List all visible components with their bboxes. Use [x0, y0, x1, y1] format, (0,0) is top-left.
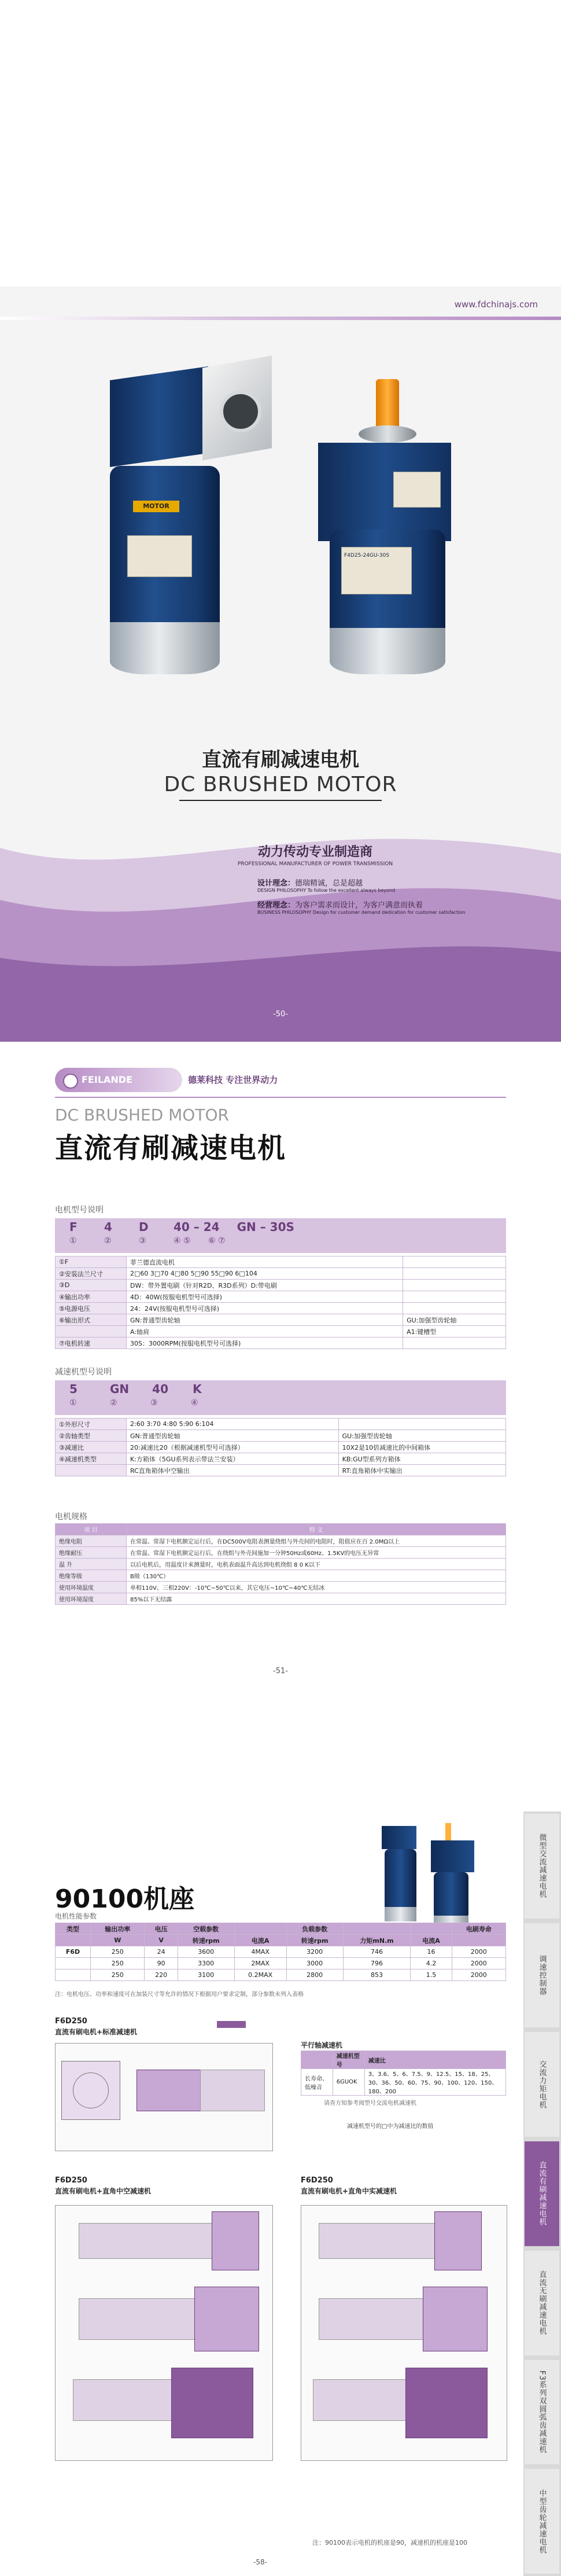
table-cell: 24: [145, 1946, 178, 1958]
table-cell: KB:GU型系列方箱体: [338, 1453, 505, 1465]
table-cell: ⑥输出形式: [56, 1314, 127, 1326]
table-cell: ①F: [56, 1256, 127, 1268]
table-header-row: [56, 1524, 506, 1535]
table-cell: 3000: [286, 1958, 343, 1969]
table-row: [56, 1256, 506, 1268]
table-header-cell: 输出功率: [91, 1923, 145, 1935]
table-cell: GU:加强型齿轮轴: [338, 1430, 505, 1442]
table-row: [56, 1430, 506, 1442]
table-row: [301, 2069, 506, 2096]
model-code-part: 4: [104, 1220, 112, 1234]
table-cell: 使用环境湿度: [56, 1593, 127, 1605]
parallel-note: 请查方知参考阅型号交流电机减速机: [324, 2100, 416, 2107]
gear-code-index: ②: [110, 1398, 117, 1408]
gear-code-part: K: [193, 1382, 202, 1396]
table-header-cell: 转速rpm: [286, 1935, 343, 1946]
table-cell: 796: [343, 1958, 411, 1969]
brand-name: FEILANDE: [82, 1074, 132, 1085]
table-cell: 2□60 3□70 4□80 5□90 55□90 6□104: [127, 1268, 403, 1280]
table-cell: 2000: [452, 1958, 505, 1969]
table-cell: GN:普通型齿轮轴: [127, 1430, 339, 1442]
table-cell: ③D: [56, 1280, 127, 1291]
table-cell: ⑤电源电压: [56, 1303, 127, 1314]
motor-model-index: [69, 1236, 243, 1245]
table-row: [56, 1280, 506, 1291]
gear-code-index: ①: [69, 1398, 77, 1408]
block3-sub: 直流有刷电机+直角中实减速机: [301, 2187, 397, 2195]
page-number-51: -51-: [273, 1667, 288, 1675]
page-number-58: -58-: [253, 2558, 267, 2566]
table-header-cell: 力矩mN.m: [343, 1935, 411, 1946]
parallel-heading: 平行轴减速机: [301, 2041, 343, 2049]
table-row: [56, 1570, 506, 1582]
table-cell: 250: [91, 1946, 145, 1958]
page-model-description: [0, 1048, 561, 1736]
table-cell: 220: [145, 1969, 178, 1981]
biz-label: 经营理念：: [257, 901, 296, 910]
table-header-cell: [343, 1923, 411, 1935]
table-cell: ⑦电机转速: [56, 1337, 127, 1349]
gear-model-table: [55, 1418, 506, 1476]
block3-title: F6D250: [301, 2176, 333, 2185]
table-cell: [403, 1268, 506, 1280]
table-cell: 绝缘等级: [56, 1570, 127, 1582]
table-row: [56, 1303, 506, 1314]
table-cell: 绝缘耐压: [56, 1547, 127, 1559]
table-cell: 85%以下无结露: [127, 1593, 506, 1605]
table-row: [56, 1535, 506, 1547]
parallel-note2: 减速机型号的□中为减速比的数值: [347, 2123, 434, 2130]
side-tab[interactable]: 直流无刷减速电机: [525, 2251, 559, 2355]
page-cover: [0, 263, 561, 1042]
design-en: DESIGN PHILOSOPHY To follow the excellent always beyond: [257, 888, 396, 893]
table-row: [56, 1582, 506, 1593]
table-cell: B级（130℃）: [127, 1570, 506, 1582]
side-tab-column: [523, 1811, 561, 2576]
table-header-cell: 电刷寿命: [452, 1923, 505, 1935]
table-cell: ②齿轴类型: [56, 1430, 127, 1442]
table-cell: 20:减速比20（根据减速机型号可选择）: [127, 1442, 339, 1453]
drawing-solid-right-angle: [301, 2205, 507, 2461]
design-label: 设计理念：: [257, 879, 296, 888]
table-cell: ①外形尺寸: [56, 1419, 127, 1430]
table-header-cell: 减速机型号: [333, 2051, 364, 2069]
table-row: [56, 1442, 506, 1453]
table-row: [56, 1291, 506, 1303]
spec-heading: 电机规格: [55, 1512, 87, 1522]
table-cell: 绝缘电阻: [56, 1535, 127, 1547]
table-header-cell: 空载参数: [178, 1923, 234, 1935]
table-cell: [403, 1291, 506, 1303]
side-tab[interactable]: 直流有刷减速电机: [525, 2141, 559, 2246]
block2-sub: 直流有刷电机+直角中空减速机: [55, 2187, 152, 2195]
table-cell: 以后电机后，用温度计来测量时，电机表面温升高达到电机绕组 8 0 K以下: [127, 1559, 506, 1570]
table-cell: 2000: [452, 1946, 505, 1958]
model-title: 90100机座: [55, 1884, 195, 1914]
page-90100: [0, 1811, 561, 2576]
url-gradient-bar: [0, 317, 561, 320]
table-cell: 3600: [178, 1946, 234, 1958]
table-cell: [56, 1326, 127, 1337]
model-code-index: ③: [139, 1236, 146, 1245]
model-code-part: GN – 30S: [237, 1220, 294, 1234]
table-cell: [56, 1465, 127, 1476]
table-cell: 2800: [286, 1969, 343, 1981]
design-text: 德瑞精诚，总是超越: [295, 879, 363, 888]
table-cell: 10X2是10倍减速比的中间箱体: [338, 1442, 505, 1453]
table-cell: K:方箱体（5GU系列表示带法兰安装）: [127, 1453, 339, 1465]
table-header-row: [56, 1935, 506, 1946]
table-header-cell: 减速比: [364, 2051, 505, 2069]
table-cell: 3100: [178, 1969, 234, 1981]
table-header-cell: 特 义: [127, 1524, 506, 1535]
table-cell: ④减速机类型: [56, 1453, 127, 1465]
table-header-row: [56, 1923, 506, 1935]
table-row: [56, 1419, 506, 1430]
table-row: [56, 1453, 506, 1465]
gear-model-code: [69, 1382, 233, 1396]
website-url: www.fdchinajs.com: [454, 299, 538, 310]
table-header-cell: 电流A: [234, 1935, 286, 1946]
table-cell: [338, 1419, 505, 1430]
gear-code-part: GN: [110, 1382, 130, 1396]
table-cell: ④输出功率: [56, 1291, 127, 1303]
table-cell: 菲兰德直流电机: [127, 1256, 403, 1268]
cover-title-en: DC BRUSHED MOTOR: [164, 773, 397, 796]
table-header-cell: W: [91, 1935, 145, 1946]
header-line: [55, 1097, 506, 1098]
table-cell: DW：带外置电刷（针对R2D、R3D系列）D:带电刷: [127, 1280, 403, 1291]
block1-title: F6D250: [55, 2017, 87, 2026]
table-cell: 在常温、常湿下电机额定运行后，在绕组与外壳间施加一分钟50Hz或60Hz、1.5KV的电压无异常: [127, 1547, 506, 1559]
table-cell: ②安装法兰尺寸: [56, 1268, 127, 1280]
table-cell: [56, 1958, 91, 1969]
table-row: [56, 1326, 506, 1337]
brand-pill: [55, 1068, 182, 1092]
table-row: [56, 1559, 506, 1570]
table-cell: 4D：40W(按服电机型号可选择): [127, 1291, 403, 1303]
table-cell: 250: [91, 1958, 145, 1969]
brand-logo-icon: [63, 1074, 78, 1089]
table-header-cell: [234, 1923, 286, 1935]
gear-code-part: 40: [152, 1382, 168, 1396]
motor-model-heading: 电机型号说明: [55, 1206, 104, 1215]
gear-code-index: ④: [191, 1398, 198, 1408]
page-gap: [0, 1736, 561, 1811]
table-cell: 使用环境温度: [56, 1582, 127, 1593]
biz-text: 为客户需求而设计，为客户满意而执着: [295, 901, 423, 910]
table-cell: RC直角箱体中空输出: [127, 1465, 339, 1476]
table-header-cell: 项 目: [56, 1524, 127, 1535]
model-code-part: 40 – 24: [174, 1220, 220, 1234]
table-cell: 单相110V、三相220V：-10℃~50℃以来，其它电压~10℃~40℃无结冰: [127, 1582, 506, 1593]
table-header-cell: 转速rpm: [178, 1935, 234, 1946]
table-cell: 853: [343, 1969, 411, 1981]
cover-title-line: [179, 800, 382, 801]
cover-title-cn: 直流有刷减速电机: [202, 748, 359, 771]
table-cell: GU:加强型齿轮轴: [403, 1314, 506, 1326]
table-header-cell: 电压: [145, 1923, 178, 1935]
table-header-cell: [411, 1923, 452, 1935]
side-tab[interactable]: 中型齿轮减速电机: [525, 2469, 559, 2574]
slogan-en: PROFESSIONAL MANUFACTURER OF POWER TRANSMISSION: [237, 861, 393, 867]
perf-heading: 电机性能参数: [55, 1912, 97, 1920]
drawing-standard-gear: [55, 2043, 273, 2151]
table-header-cell: V: [145, 1935, 178, 1946]
table-row: [56, 1958, 506, 1969]
side-tab[interactable]: F3系列双圆弧齿减速机: [525, 2360, 559, 2465]
table-cell: ③减速比: [56, 1442, 127, 1453]
table-cell: 长寿命、低噪音: [301, 2069, 333, 2096]
side-tab[interactable]: 微型交流减速电机: [525, 1814, 559, 1919]
table-cell: 2MAX: [234, 1958, 286, 1969]
title-en: DC BRUSHED MOTOR: [55, 1105, 229, 1125]
table-row: [56, 1337, 506, 1349]
table-cell: 16: [411, 1946, 452, 1958]
motor-left-tag: MOTOR: [133, 501, 179, 512]
unit-badge: [217, 2021, 246, 2028]
table-cell: [403, 1303, 506, 1314]
table-header-cell: [301, 2051, 333, 2069]
table-cell: 24：24V(按服电机型号可选择): [127, 1303, 403, 1314]
table-row: [56, 1969, 506, 1981]
table-row: [56, 1465, 506, 1476]
page-number-50: -50-: [273, 1010, 288, 1019]
table-cell: F6D: [56, 1946, 91, 1958]
motor-left-image: [87, 350, 278, 697]
table-cell: A1:键槽型: [403, 1326, 506, 1337]
model-code-index: ①: [69, 1236, 77, 1245]
table-cell: 6GUOK: [333, 2069, 364, 2096]
motor-right-tag: F4D25-24GU-30S: [344, 553, 389, 558]
table-cell: 3200: [286, 1946, 343, 1958]
table-header-cell: 负载参数: [286, 1923, 343, 1935]
gear-model-index: [69, 1398, 231, 1408]
table-cell: [56, 1969, 91, 1981]
perf-table: [55, 1923, 506, 1981]
brand-cn: 德莱科技 专注世界动力: [188, 1075, 278, 1085]
gear-code-part: 5: [69, 1382, 77, 1396]
table-cell: GN:普通型齿轮轴: [127, 1314, 403, 1326]
motor-pair-image: [376, 1820, 503, 1930]
table-cell: 746: [343, 1946, 411, 1958]
model-code-index: ②: [104, 1236, 112, 1245]
table-header-row: [301, 2051, 506, 2069]
table-cell: 4.2: [411, 1958, 452, 1969]
block1-sub: 直流有刷电机+标准减速机: [55, 2028, 138, 2036]
table-cell: 0.2MAX: [234, 1969, 286, 1981]
block2-title: F6D250: [55, 2176, 87, 2185]
side-tab[interactable]: 调速控制器: [525, 1923, 559, 2028]
motor-model-table: [55, 1256, 506, 1349]
table-cell: 温 升: [56, 1559, 127, 1570]
table-cell: 30S：3000RPM(按服电机型号可选择): [127, 1337, 403, 1349]
table-cell: 2:60 3:70 4:80 5:90 6:104: [127, 1419, 339, 1430]
parallel-table: [301, 2050, 506, 2096]
top-blank: [0, 263, 561, 286]
biz-en: BUSINESS PHILOSOPHY Design for customer demand dedication for customer satisfaction: [257, 910, 466, 915]
model-code-index: ④ ⑤: [174, 1236, 191, 1245]
table-cell: 3300: [178, 1958, 234, 1969]
table-cell: 2000: [452, 1969, 505, 1981]
table-cell: 90: [145, 1958, 178, 1969]
perf-note: 注：电机电压、功率和速度可在加装尺寸等允许的情况下根据用户要求定制，部分参数未列入表格: [55, 1991, 304, 1998]
table-cell: 3、3.6、5、6、7.5、9、12.5、15、18、25、30、36、50、60、75、90、100、120、150、180、200: [364, 2069, 505, 2096]
motor-right-image: [283, 356, 474, 692]
slogan: 动力传动专业制造商: [257, 845, 372, 859]
table-header-cell: 电流A: [411, 1935, 452, 1946]
table-header-cell: [452, 1935, 505, 1946]
foot-note: 注：90100表示电机的机座是90，减速机的机座是100: [312, 2539, 467, 2546]
side-tab[interactable]: 交流力矩电机: [525, 2032, 559, 2137]
table-cell: 在常温、常湿下电机额定运行后，在DC500V电阻表测量绕组与外壳间的电阻时，阻值应在百 2.0MΩ以上: [127, 1535, 506, 1547]
model-code-part: D: [139, 1220, 149, 1234]
table-row: [56, 1946, 506, 1958]
table-cell: 1.5: [411, 1969, 452, 1981]
table-cell: 4MAX: [234, 1946, 286, 1958]
drawing-hollow-right-angle: [55, 2205, 273, 2461]
table-cell: A:轴肩: [127, 1326, 403, 1337]
motor-model-code: [69, 1220, 312, 1234]
table-cell: [403, 1337, 506, 1349]
table-row: [56, 1314, 506, 1326]
table-cell: [403, 1280, 506, 1291]
table-cell: 250: [91, 1969, 145, 1981]
table-cell: [403, 1256, 506, 1268]
model-code-part: F: [69, 1220, 77, 1234]
gear-model-heading: 减速机型号说明: [55, 1368, 112, 1377]
table-row: [56, 1593, 506, 1605]
spec-table: [55, 1523, 506, 1605]
table-cell: RT:直角箱体中实输出: [338, 1465, 505, 1476]
table-row: [56, 1547, 506, 1559]
table-header-cell: 类型: [56, 1923, 91, 1935]
table-row: [56, 1268, 506, 1280]
model-code-index: ⑥ ⑦: [208, 1236, 226, 1245]
title-cn: 直流有刷减速电机: [55, 1132, 287, 1164]
gear-code-index: ③: [150, 1398, 158, 1408]
table-header-cell: [56, 1935, 91, 1946]
